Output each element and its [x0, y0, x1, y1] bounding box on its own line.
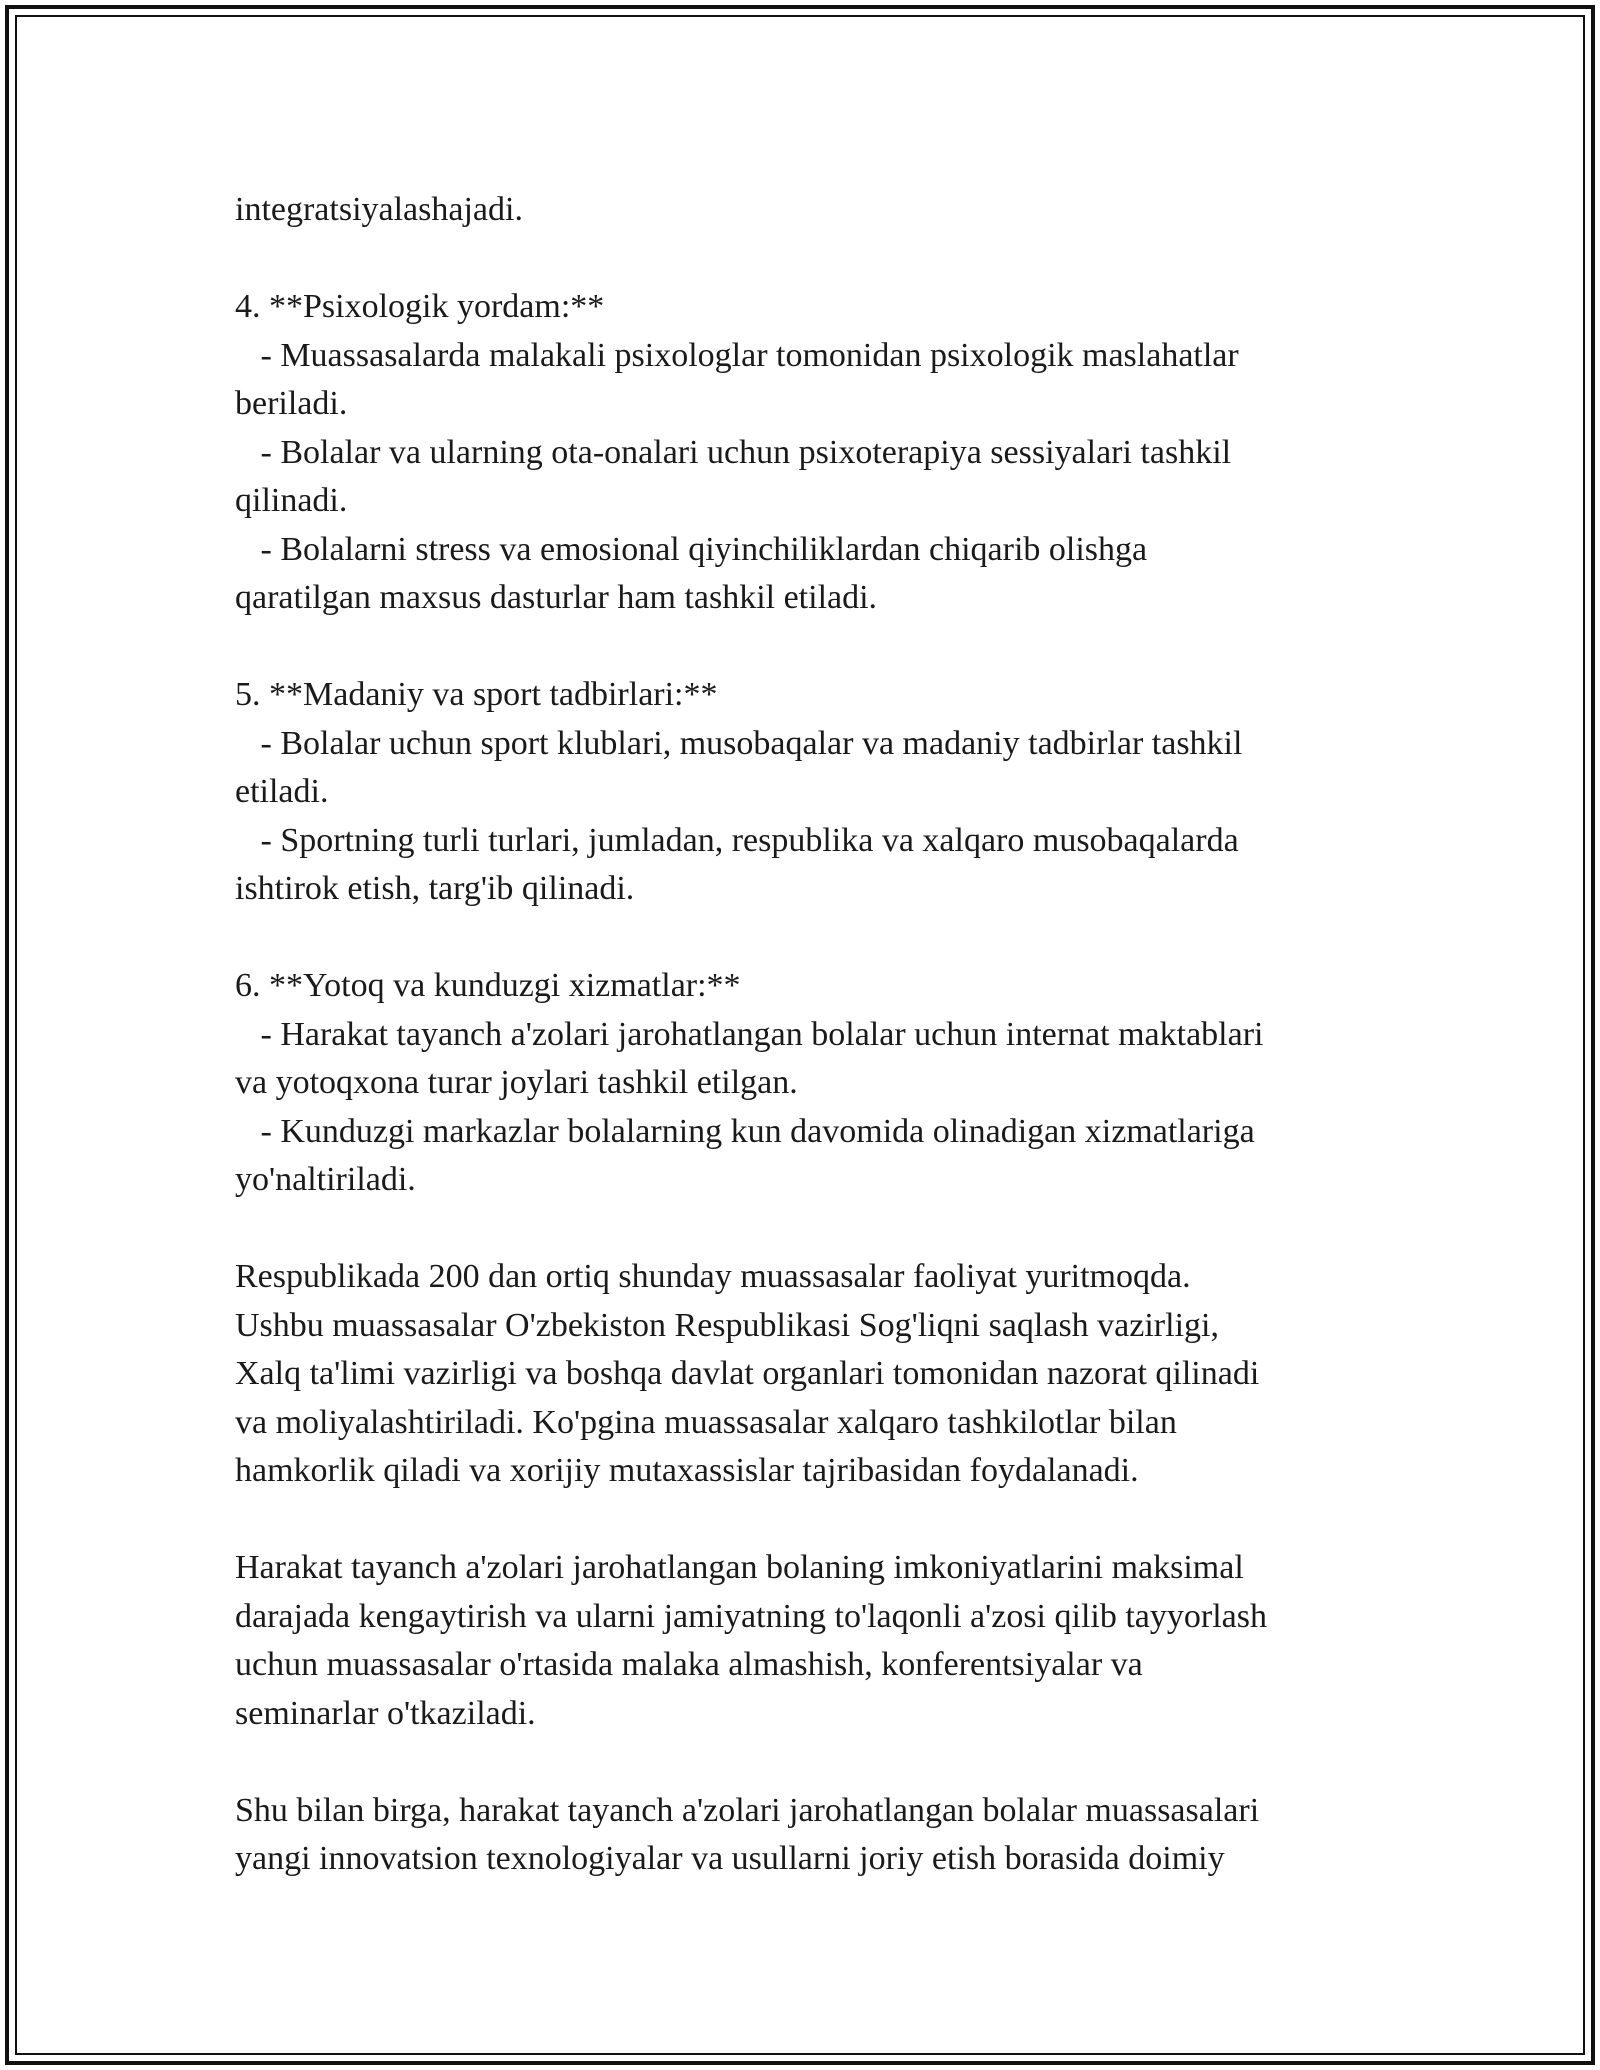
text-line: - Bolalarni stress va emosional qiyinchiliklardan chiqarib olishga: [235, 530, 1148, 568]
text-line: yo'naltiriladi.: [235, 1161, 416, 1198]
text-line: - Bolalar uchun sport klublari, musobaqalar va madaniy tadbirlar tashkil: [235, 724, 1243, 762]
text-line: qaratilgan maxsus dasturlar ham tashkil etiladi.: [235, 579, 878, 616]
text-line: integratsiyalashajadi.: [235, 191, 523, 228]
text-line: - Bolalar va ularning ota-onalari uchun psixoterapiya sessiyalari tashkil: [235, 433, 1232, 471]
section-heading: 5. **Madaniy va sport tadbirlari:**: [235, 676, 718, 713]
text-line: Harakat tayanch a'zolari jarohatlangan bolaning imkoniyatlarini maksimal: [235, 1549, 1244, 1586]
section-heading: 4. **Psixologik yordam:**: [235, 288, 605, 325]
paragraph-gap: [235, 235, 1365, 284]
text-line: Shu bilan birga, harakat tayanch a'zolari jarohatlangan bolalar muassasalari: [235, 1791, 1260, 1829]
text-line: hamkorlik qiladi va xorijiy mutaxassislar tajribasidan foydalanadi.: [235, 1452, 1139, 1489]
text-line: seminarlar o'tkaziladi.: [235, 1694, 536, 1732]
text-line: - Harakat tayanch a'zolari jarohatlangan bolalar uchun internat maktablari: [235, 1015, 1264, 1053]
document-body: [235, 186, 1365, 1884]
text-line: Ushbu muassasalar O'zbekiston Respublikasi Sog'liqni saqlash vazirligi,: [235, 1306, 1219, 1344]
text-line: - Sportning turli turlari, jumladan, respublika va xalqaro musobaqalarda: [235, 821, 1239, 859]
text-line: darajada kengaytirish va ularni jamiyatning to'laqonli a'zosi qilib tayyorlash: [235, 1597, 1267, 1635]
text-line: va yotoqxona turar joylari tashkil etilgan.: [235, 1064, 798, 1101]
paragraph-gap: [235, 1205, 1365, 1254]
text-line: - Muassasalarda malakali psixologlar tomonidan psixologik maslahatlar: [235, 336, 1239, 374]
text-line: qilinadi.: [235, 482, 348, 519]
section-heading: 6. **Yotoq va kunduzgi xizmatlar:**: [235, 967, 741, 1004]
text-line: ishtirok etish, targ'ib qilinadi.: [235, 870, 635, 907]
text-line: yangi innovatsion texnologiyalar va usullarni joriy etish borasida doimiy: [235, 1840, 1225, 1877]
text-line: etiladi.: [235, 773, 329, 810]
text-line: Xalq ta'limi vazirligi va boshqa davlat organlari tomonidan nazorat qilinadi: [235, 1355, 1260, 1392]
text-line: uchun muassasalar o'rtasida malaka almashish, konferentsiyalar va: [235, 1646, 1143, 1683]
paragraph-gap: [235, 1496, 1365, 1545]
text-line: va moliyalashtiriladi. Ko'pgina muassasalar xalqaro tashkilotlar bilan: [235, 1403, 1177, 1441]
paragraph-gap: [235, 623, 1365, 672]
paragraph-gap: [235, 1738, 1365, 1787]
text-line: - Kunduzgi markazlar bolalarning kun davomida olinadigan xizmatlariga: [235, 1112, 1255, 1150]
paragraph-gap: [235, 914, 1365, 963]
text-line: Respublikada 200 dan ortiq shunday muassasalar faoliyat yuritmoqda.: [235, 1258, 1191, 1295]
text-line: beriladi.: [235, 385, 348, 422]
